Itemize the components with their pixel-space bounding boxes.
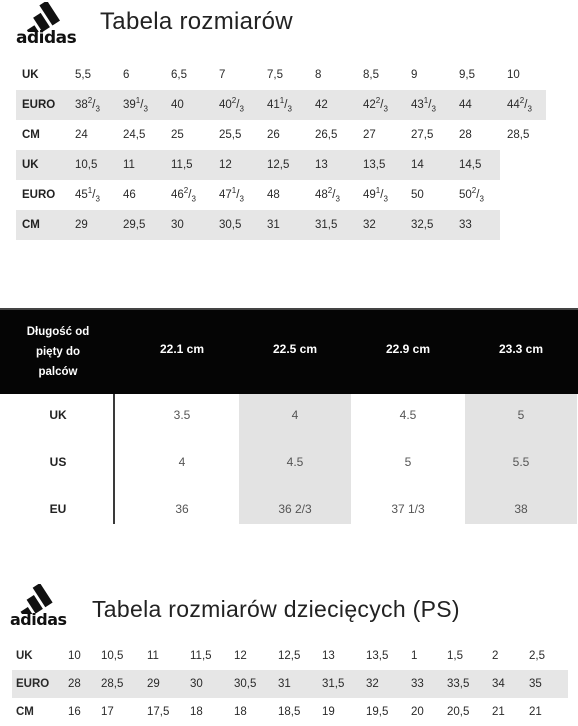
table-cell: 16 (68, 706, 81, 718)
table-cell: 24 (75, 129, 88, 141)
table-cell: 25,5 (219, 129, 242, 141)
table-cell: 4.5 (286, 455, 304, 469)
table-cell: 11,5 (171, 159, 193, 171)
table-cell: $42^2/_3$ (363, 96, 388, 114)
table-cell: 13,5 (366, 650, 389, 662)
table-cell: 1,5 (447, 650, 463, 662)
table-cell: 19 (322, 706, 335, 718)
row-label: UK (22, 159, 39, 171)
table-cell: 30,5 (219, 219, 242, 231)
table-cell: 27 (363, 129, 376, 141)
table-cell: 27,5 (411, 129, 434, 141)
table-cell: 5 (404, 455, 412, 469)
table-row (16, 210, 500, 240)
row-label: CM (22, 129, 40, 141)
table-cell: $46^2/_3$ (171, 186, 196, 204)
table-cell: 8 (315, 69, 322, 81)
kids-size-table (12, 642, 568, 726)
table-cell: $41^1/_3$ (267, 96, 292, 114)
table-cell: $40^2/_3$ (219, 96, 244, 114)
table-cell: $48^2/_3$ (315, 186, 340, 204)
table-cell: 4 (291, 408, 299, 422)
table-cell: 12 (219, 159, 232, 171)
table-row (16, 60, 546, 90)
table-cell: 18 (234, 706, 247, 718)
table-cell: 12,5 (267, 159, 290, 171)
table-cell: 31,5 (315, 219, 338, 231)
table-cell: 11,5 (190, 650, 212, 662)
table-row (16, 150, 500, 180)
table-cell: 24,5 (123, 129, 146, 141)
table-cell: 13,5 (363, 159, 386, 171)
table-cell: $45^1/_3$ (75, 186, 100, 204)
table-cell: 33 (459, 219, 472, 231)
table-cell: 4.5 (399, 408, 417, 422)
table-row (16, 90, 546, 120)
table-cell: 26 (267, 129, 280, 141)
table-cell: 36 2/3 (278, 502, 312, 516)
table-cell: 50 (411, 189, 424, 201)
table-cell: 2,5 (529, 650, 545, 662)
table-cell: 20 (411, 706, 424, 718)
adidas-logo (16, 2, 80, 47)
table-row (12, 670, 568, 698)
table-cell: 13 (315, 159, 328, 171)
table-cell: 13 (322, 650, 335, 662)
table-cell: 30 (171, 219, 184, 231)
table-cell: 40 (171, 99, 184, 111)
table-cell: 10,5 (75, 159, 98, 171)
table-cell: 11 (147, 650, 159, 662)
table-cell: 5,5 (75, 69, 91, 81)
table-row (16, 180, 500, 210)
row-label: EURO (22, 99, 56, 111)
table-cell: 19,5 (366, 706, 389, 718)
table-row (12, 698, 568, 726)
table-cell: 36 (175, 502, 189, 516)
row-label: CM (16, 706, 34, 718)
table-cell: 12 (234, 650, 247, 662)
table-cell: 10 (68, 650, 81, 662)
table-cell: 4 (178, 455, 186, 469)
table-cell: 32 (366, 678, 379, 690)
table-cell: 1 (411, 650, 418, 662)
foot-length-header (0, 308, 578, 394)
row-label: CM (22, 219, 40, 231)
table-cell: 25 (171, 129, 184, 141)
table-cell: 37 1/3 (391, 502, 425, 516)
table-cell: 29,5 (123, 219, 146, 231)
table-cell: 6,5 (171, 69, 187, 81)
table-cell: 34 (492, 678, 505, 690)
table-cell: 7,5 (267, 69, 283, 81)
table-row (12, 642, 568, 670)
table-cell: 14 (411, 159, 424, 171)
table-cell: 48 (267, 189, 280, 201)
table-cell: 18,5 (278, 706, 301, 718)
row-label: UK (16, 650, 33, 662)
table-cell: $43^1/_3$ (411, 96, 436, 114)
table-cell: 32 (363, 219, 376, 231)
table-row (16, 120, 546, 150)
table-cell: 14,5 (459, 159, 482, 171)
row-label: US (49, 455, 67, 469)
table-cell: 21 (492, 706, 505, 718)
table-cell: $39^1/_3$ (123, 96, 148, 114)
row-label: UK (22, 69, 39, 81)
kids-title: Tabela rozmiarów dziecięcych (PS) (92, 596, 460, 622)
table-cell: 46 (123, 189, 136, 201)
table-cell: $47^1/_3$ (219, 186, 244, 204)
table-cell: 20,5 (447, 706, 470, 718)
table-cell: 26,5 (315, 129, 338, 141)
table-cell: 9,5 (459, 69, 475, 81)
page-title: Tabela rozmiarów (100, 8, 293, 35)
foot-length-table (0, 394, 578, 524)
table-cell: 12,5 (278, 650, 301, 662)
table-cell: 33 (411, 678, 424, 690)
row-label: EU (49, 502, 67, 516)
column-header: 22.1 cm (159, 342, 205, 356)
column-divider (113, 394, 115, 524)
row-label: EURO (16, 678, 50, 690)
table-cell: $38^2/_3$ (75, 96, 100, 114)
table-cell: 29 (147, 678, 160, 690)
foot-length-label: Długość od pięty do palców (26, 326, 90, 378)
size-table (16, 60, 546, 240)
table-cell: 31,5 (322, 678, 345, 690)
table-cell: 11 (123, 159, 135, 171)
table-cell: 9 (411, 69, 418, 81)
table-cell: 28 (459, 129, 472, 141)
table-cell: $50^2/_3$ (459, 186, 484, 204)
table-cell: 35 (529, 678, 542, 690)
table-cell: 5 (517, 408, 525, 422)
table-cell: $49^1/_3$ (363, 186, 388, 204)
table-cell: 31 (278, 678, 291, 690)
table-cell: 38 (514, 502, 528, 516)
table-cell: 30,5 (234, 678, 257, 690)
table-cell: 7 (219, 69, 226, 81)
table-cell: 6 (123, 69, 130, 81)
table-cell: 32,5 (411, 219, 434, 231)
table-cell: 10 (507, 69, 520, 81)
table-cell: 30 (190, 678, 203, 690)
adidas-wordmark: adidas (16, 28, 77, 48)
header-divider (0, 308, 578, 310)
table-cell: 28,5 (101, 678, 124, 690)
table-cell: $44^2/_3$ (507, 96, 532, 114)
table-cell: 21 (529, 706, 542, 718)
table-cell: 44 (459, 99, 472, 111)
table-cell: 18 (190, 706, 203, 718)
table-cell: 17 (101, 706, 114, 718)
table-cell: 17,5 (147, 706, 170, 718)
table-cell: 33,5 (447, 678, 470, 690)
table-cell: 10,5 (101, 650, 124, 662)
row-label: UK (49, 408, 67, 422)
column-header: 22.5 cm (272, 342, 318, 356)
table-cell: 29 (75, 219, 88, 231)
table-cell: 28,5 (507, 129, 530, 141)
table-cell: 5.5 (512, 455, 530, 469)
table-cell: 3.5 (173, 408, 191, 422)
table-cell: 31 (267, 219, 280, 231)
adidas-wordmark: adidas (10, 610, 67, 629)
table-cell: 28 (68, 678, 81, 690)
row-label: EURO (22, 189, 56, 201)
table-cell: 2 (492, 650, 499, 662)
table-cell: 42 (315, 99, 328, 111)
column-header: 22.9 cm (385, 342, 431, 356)
table-cell: 8,5 (363, 69, 379, 81)
column-header: 23.3 cm (498, 342, 544, 356)
adidas-logo-kids (10, 584, 72, 628)
